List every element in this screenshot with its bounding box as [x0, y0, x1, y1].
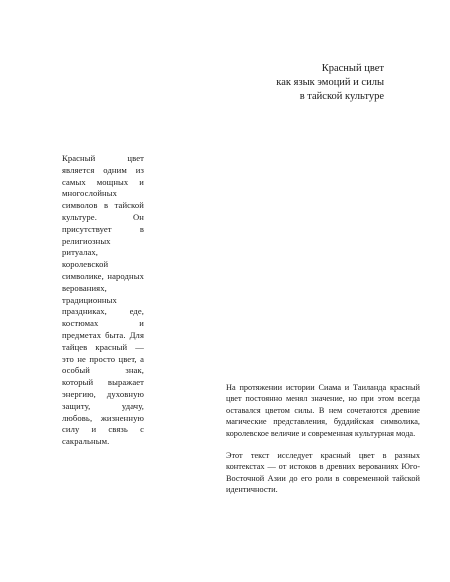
left-paragraph: Красный цвет является одним из самых мощных и многослойных символов в тайской культуре. Он присутствует в религиозных ритуалах, королевской символике, народных верованиях, традиционных праздниках, еде, костюмах и предметах быта. Для тайцев красный — это не просто цвет, а особый знак, который выражает энергию, духовную защиту, удачу, любовь, жизненную силу и связь с сакральным. — [62, 153, 144, 447]
right-paragraph-2: Этот текст исследует красный цвет в разных контекстах — от истоков в древних верованиях Юго-Восточной Азии до его роли в современной тайской идентичности. — [226, 451, 420, 495]
right-paragraph-1: На протяжении истории Сиама и Таиланда красный цвет постоянно менял значение, но при этом всегда оставался цветом силы. В нем сочетаются древние магические представления, буддийская символика, королевское величие и современная культурная мода. — [226, 383, 420, 438]
title-line-2: как язык эмоций и силы — [276, 77, 384, 88]
right-text-column — [226, 382, 420, 507]
title-line-1: Красный цвет — [321, 63, 384, 74]
page-title — [204, 62, 384, 104]
title-line-3: в тайской культуре — [299, 91, 384, 102]
left-text-column — [62, 153, 144, 448]
